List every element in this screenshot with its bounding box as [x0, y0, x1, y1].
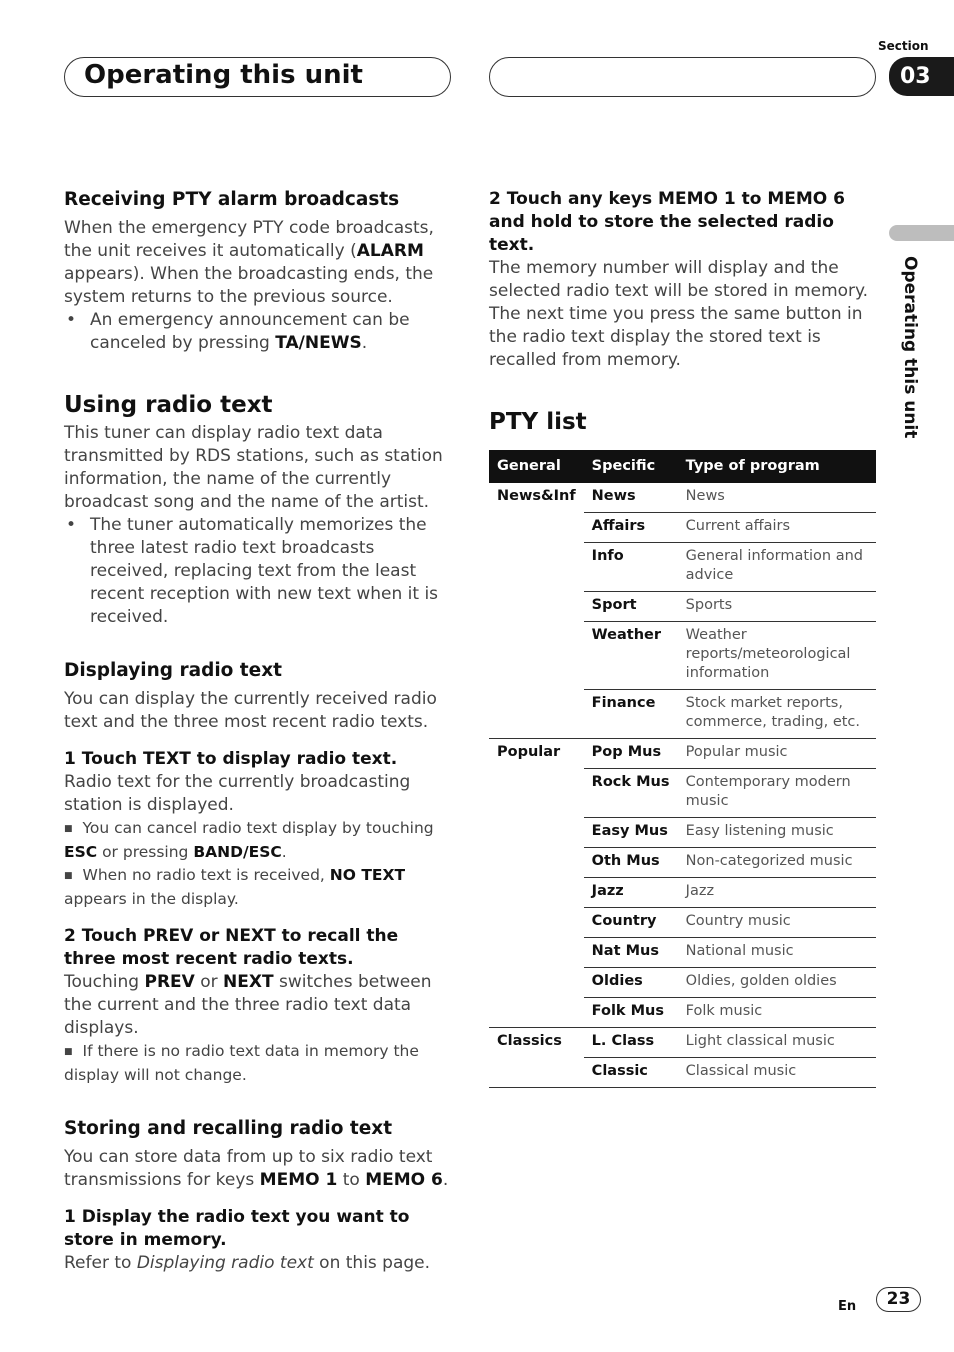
pty-specific-cell: Easy Mus: [584, 818, 678, 848]
pty-table-header-specific: Specific: [584, 450, 678, 483]
pty-list-heading: PTY list: [489, 409, 587, 435]
pty-alarm-heading: Receiving PTY alarm broadcasts: [64, 189, 400, 210]
table-row: [489, 938, 876, 968]
pty-type-cell: General information and advice: [678, 543, 876, 592]
pty-specific-cell: Jazz: [584, 878, 678, 908]
section-number-badge: 03: [889, 57, 954, 96]
displaying-note-1: ■ You can cancel radio text display by touching ESC or pressing BAND/ESC.: [64, 817, 454, 864]
table-row: [489, 968, 876, 998]
pty-alarm-bullet: • An emergency announcement can be canceled by pressing TA/NEWS.: [64, 309, 454, 355]
pty-table: [489, 450, 876, 1088]
pty-alarm-paragraph: When the emergency PTY code broadcasts, the unit receives it automatically (ALARM appears). When the broadcasting ends, the system returns to the previous source.: [64, 218, 434, 307]
pty-specific-cell: Info: [584, 543, 678, 592]
pty-type-cell: Jazz: [678, 878, 876, 908]
page-title: Operating this unit: [84, 60, 363, 90]
side-tab-marker: [889, 225, 954, 241]
pty-specific-cell: Weather: [584, 622, 678, 690]
side-tab-label: Operating this unit: [900, 256, 920, 439]
table-row: [489, 690, 876, 739]
pty-type-cell: Light classical music: [678, 1028, 876, 1058]
table-row: [489, 543, 876, 592]
displaying-note-2: ■ When no radio text is received, NO TEXT appears in the display.: [64, 864, 454, 911]
pty-specific-cell: Sport: [584, 592, 678, 622]
pty-type-cell: Country music: [678, 908, 876, 938]
right-column: [489, 188, 879, 1088]
pty-general-empty-cell: [489, 908, 584, 938]
storing-heading: Storing and recalling radio text: [64, 1118, 393, 1139]
footer-language: En: [838, 1299, 857, 1314]
pty-type-cell: Non-categorized music: [678, 848, 876, 878]
pty-table-header-type: Type of program: [678, 450, 876, 483]
pty-specific-cell: Oldies: [584, 968, 678, 998]
table-row: [489, 1028, 876, 1058]
pty-specific-cell: Rock Mus: [584, 769, 678, 818]
pty-type-cell: Contemporary modern music: [678, 769, 876, 818]
pty-general-empty-cell: [489, 592, 584, 622]
radio-text-bullet: • The tuner automatically memorizes the three latest radio text broadcasts received, replacing text from the least recent reception with new text when it is received.: [64, 514, 454, 629]
storing-step-2: 2 Touch any keys MEMO 1 to MEMO 6 and hold to store the selected radio text.: [489, 189, 845, 255]
pty-type-cell: News: [678, 483, 876, 513]
table-row: [489, 483, 876, 513]
pty-specific-cell: Pop Mus: [584, 739, 678, 769]
pty-general-empty-cell: [489, 968, 584, 998]
pty-general-empty-cell: [489, 513, 584, 543]
pty-type-cell: Sports: [678, 592, 876, 622]
pty-general-empty-cell: [489, 848, 584, 878]
table-row: [489, 622, 876, 690]
pty-general-empty-cell: [489, 878, 584, 908]
displaying-note-3: ■ If there is no radio text data in memory the display will not change.: [64, 1040, 454, 1087]
pty-general-cell: Popular: [497, 744, 561, 760]
displaying-step-1-text: Radio text for the currently broadcasting station is displayed.: [64, 772, 411, 815]
pty-general-empty-cell: [489, 998, 584, 1028]
pty-general-empty-cell: [489, 769, 584, 818]
pty-general-empty-cell: [489, 622, 584, 690]
pty-specific-cell: Oth Mus: [584, 848, 678, 878]
table-row: [489, 1058, 876, 1088]
displaying-paragraph: You can display the currently received radio text and the three most recent radio texts.: [64, 689, 437, 732]
page-number: 23: [876, 1287, 921, 1312]
pty-type-cell: Popular music: [678, 739, 876, 769]
table-row: [489, 878, 876, 908]
pty-specific-cell: Country: [584, 908, 678, 938]
storing-paragraph: You can store data from up to six radio text transmissions for keys MEMO 1 to MEMO 6.: [64, 1147, 449, 1190]
table-row: [489, 998, 876, 1028]
pty-general-cell: News&Inf: [497, 488, 576, 504]
pty-type-cell: Classical music: [678, 1058, 876, 1088]
storing-step-1-text: Refer to Displaying radio text on this page.: [64, 1253, 431, 1273]
left-column: [64, 188, 454, 1275]
pty-general-empty-cell: [489, 938, 584, 968]
pty-specific-cell: Classic: [584, 1058, 678, 1088]
radio-text-paragraph: This tuner can display radio text data transmitted by RDS stations, such as station information, the name of the currently broadcast song and the name of the artist.: [64, 423, 443, 512]
table-row: [489, 818, 876, 848]
pty-specific-cell: News: [584, 483, 678, 513]
pty-table-header-row: [489, 450, 876, 483]
pty-type-cell: Weather reports/meteorological information: [678, 622, 876, 690]
pty-specific-cell: Nat Mus: [584, 938, 678, 968]
table-row: [489, 908, 876, 938]
storing-step-1: 1 Display the radio text you want to store in memory.: [64, 1207, 410, 1250]
storing-step-2-text-2: The next time you press the same button in the radio text display the stored text is recalled from memory.: [489, 304, 863, 370]
displaying-step-2: 2 Touch PREV or NEXT to recall the three most recent radio texts.: [64, 926, 399, 969]
displaying-step-2-text: Touching PREV or NEXT switches between the current and the three radio text data displays.: [64, 972, 432, 1038]
section-label: Section: [878, 39, 929, 53]
pty-specific-cell: Affairs: [584, 513, 678, 543]
table-row: [489, 513, 876, 543]
pty-specific-cell: L. Class: [584, 1028, 678, 1058]
pty-general-empty-cell: [489, 690, 584, 739]
pty-general-empty-cell: [489, 1058, 584, 1088]
pty-specific-cell: Folk Mus: [584, 998, 678, 1028]
table-row: [489, 739, 876, 769]
radio-text-heading: Using radio text: [64, 392, 273, 418]
pty-type-cell: Current affairs: [678, 513, 876, 543]
table-row: [489, 592, 876, 622]
pty-specific-cell: Finance: [584, 690, 678, 739]
storing-step-2-text-1: The memory number will display and the selected radio text will be stored in memory.: [489, 258, 869, 301]
displaying-heading: Displaying radio text: [64, 660, 282, 681]
pty-type-cell: Easy listening music: [678, 818, 876, 848]
pty-type-cell: Stock market reports, commerce, trading, etc.: [678, 690, 876, 739]
header-blank-frame: [489, 57, 876, 97]
pty-type-cell: Folk music: [678, 998, 876, 1028]
pty-type-cell: Oldies, golden oldies: [678, 968, 876, 998]
pty-table-body: [489, 483, 876, 1088]
table-row: [489, 769, 876, 818]
pty-general-empty-cell: [489, 818, 584, 848]
pty-general-empty-cell: [489, 543, 584, 592]
pty-general-cell: Classics: [497, 1033, 562, 1049]
displaying-step-1: 1 Touch TEXT to display radio text.: [64, 749, 398, 769]
table-row: [489, 848, 876, 878]
pty-table-header-general: General: [489, 450, 584, 483]
pty-type-cell: National music: [678, 938, 876, 968]
